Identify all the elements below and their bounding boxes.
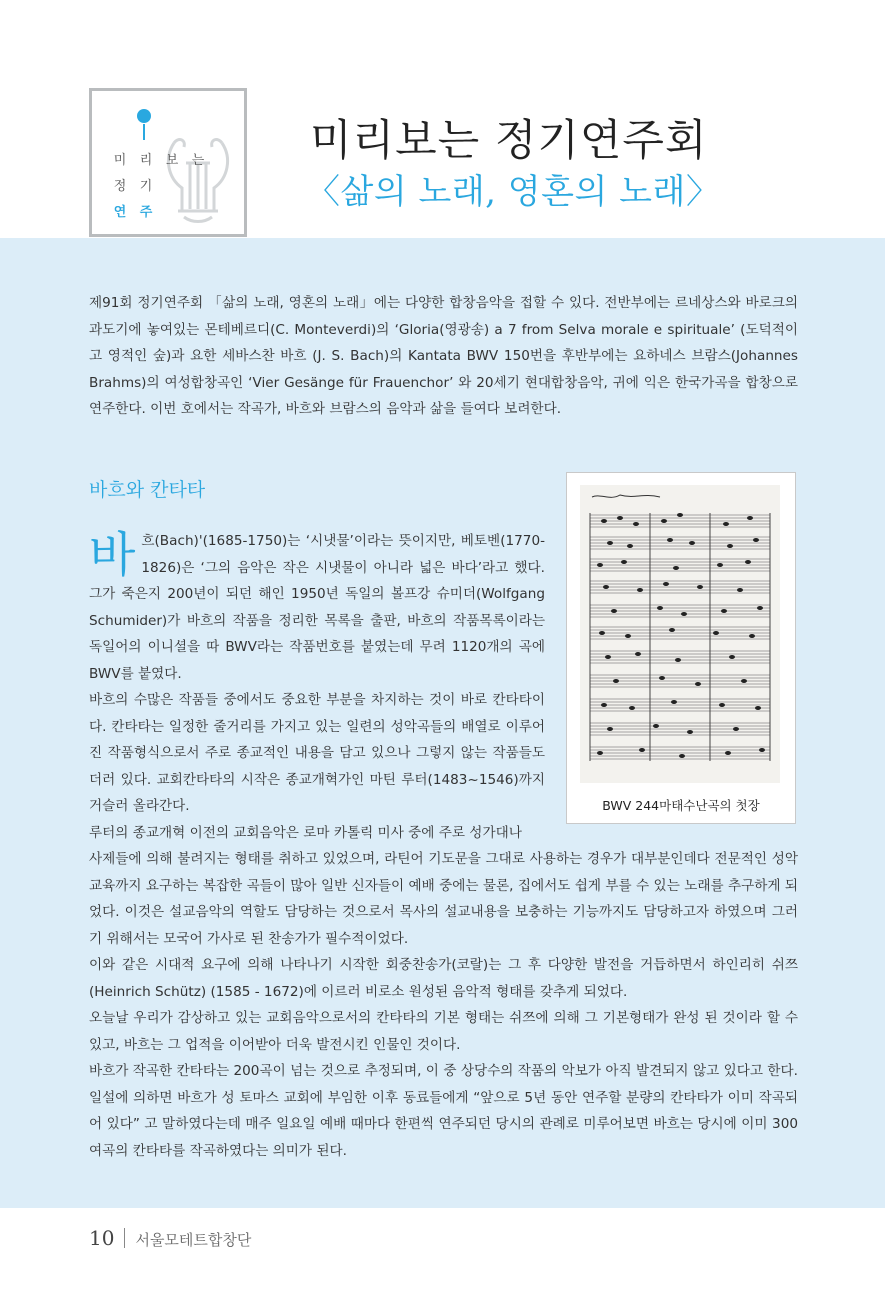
body-paragraph: 흐(Bach)'(1685-1750)는 ‘시냇물’이라는 뜻이지만, 베토벤(1770-1826)은 ‘그의 음악은 작은 시냇물이 아니라 넓은 바다’라고 했다. 그가 죽은지 200년이 되던 해인 1950년 독일의 볼프강 슈미더(Wolfgang Schumider)가 바흐의 작품을 정리한 목록을 출판, 바흐의 작품목록이라는 독일어의 이니셜을 따 BWV라는 작품번호를 붙였는데 무려 1120개의 곡에 BWV를 붙였다. [89,533,545,682]
page-header [0,0,885,238]
logo-char: 기 [139,179,153,194]
section-logo [89,88,247,237]
page-number: 10 [89,1226,115,1250]
footer-organization: 서울모테트합창단 [135,1231,252,1249]
logo-char: 리 [139,153,153,168]
body-paragraph: 사제들에 의해 불려지는 형태를 취하고 있었으며, 라틴어 기도문을 그대로 사용하는 경우가 대부분인데다 전문적인 성악교육까지 요구하는 복잡한 곡들이 많아 일반 신자들이 예배 중에는 물론, 집에서도 쉽게 부를 수 있는 노래를 추구하게 되었다. 이것은 설교음악의 역할도 담당하는 것으로서 목사의 설교내용을 보충하는 기능까지도 담당하고자 하였으며 그러기 위해서는 모국어 가사로 된 찬송가가 필수적이었다. [89,851,799,947]
intro-paragraph: 제91회 정기연주회 「삶의 노래, 영혼의 노래」에는 다양한 합창음악을 접할 수 있다. 전반부에는 르네상스와 바로크의 과도기에 놓여있는 몬테베르디(C. Monteverdi)의 ‘Gloria(영광송) a 7 from Selva morale e spirituale’ (도덕적이고 영적인 숲)과 요한 세바스찬 바흐 (J. S. Bach)의 Kantata BWV 150번을 후반부에는 요하네스 브람스(Johannes Brahms)의 여성합창곡인 ‘Vier Gesänge für Frauenchor’ 와 20세기 현대합창음악, 귀에 익은 한국가곡을 합창으로 연주한다. 이번 호에서는 작곡가, 바흐와 브람스의 음악과 삶을 들여다 보려한다. [89,295,798,417]
figure-caption: BWV 244마태수난곡의 첫장 [602,798,760,813]
body-text-wide [89,846,798,1164]
page-subtitle: 〈삶의 노래, 영혼의 노래〉 [306,172,721,212]
logo-char: 는 [191,153,205,168]
page-footer [89,1226,251,1250]
body-paragraph: 이와 같은 시대적 요구에 의해 나타나기 시작한 회중찬송가(코랄)는 그 후 다양한 발전을 거듭하면서 하인리히 쉬쯔(Heinrich Schütz) (1585 - 1672)에 이르러 비로소 원성된 음악적 형태를 갖추게 되었다. [89,957,798,1000]
score-figure [566,472,796,824]
body-paragraph: 루터의 종교개혁 이전의 교회음악은 로마 카톨릭 미사 중에 주로 성가대나 [89,824,522,841]
logo-char: 정 [113,179,127,194]
logo-char: 미 [113,153,127,168]
logo-char: 주 [139,205,153,220]
body-paragraph: 바흐가 작곡한 칸타타는 200곡이 넘는 것으로 추정되며, 이 중 상당수의 작품의 악보가 아직 발견되지 않고 있다고 한다. 일설에 의하면 바흐가 성 토마스 교회에 부임한 이후 동료들에게 “앞으로 5년 동안 연주할 분량의 칸타타가 이미 작곡되어 있다” 고 말하였다는데 매주 일요일 예배 때마다 한편씩 연주되던 당시의 관례로 미루어보면 바흐는 당시에 이미 300여곡의 칸타타를 작곡하였다는 의미가 된다. [89,1063,798,1159]
footer-divider [124,1228,125,1248]
body-paragraph: 오늘날 우리가 감상하고 있는 교회음악으로서의 칸타타의 기본 형태는 쉬쯔에 의해 그 기본형태가 완성 된 것이라 할 수 있고, 바흐는 그 업적을 이어받아 더욱 발전시킨 인물인 것이다. [89,1010,798,1053]
drop-cap: 바 [89,527,136,583]
body-text-narrow [89,528,545,846]
section-title: 바흐와 칸타타 [89,479,206,501]
logo-line-icon [143,124,145,140]
logo-char: 보 [165,153,179,168]
music-score-image [580,485,780,783]
logo-dot-icon [137,109,151,123]
page-title: 미리보는 정기연주회 [310,116,708,166]
lyre-icon [164,133,232,223]
body-paragraph: 바흐의 수많은 작품들 중에서도 중요한 부분을 차지하는 것이 바로 칸타타이다. 칸타타는 일정한 줄거리를 가지고 있는 일련의 성악곡들의 배열로 이루어진 작품형식으로서 주로 종교적인 내용을 담고 있으나 그렇지 않는 작품들도 더러 있다. 교회칸타타의 시작은 종교개혁가인 마틴 루터(1483~1546)까지 거슬러 올라간다. [89,692,545,814]
logo-char: 연 [113,205,127,220]
